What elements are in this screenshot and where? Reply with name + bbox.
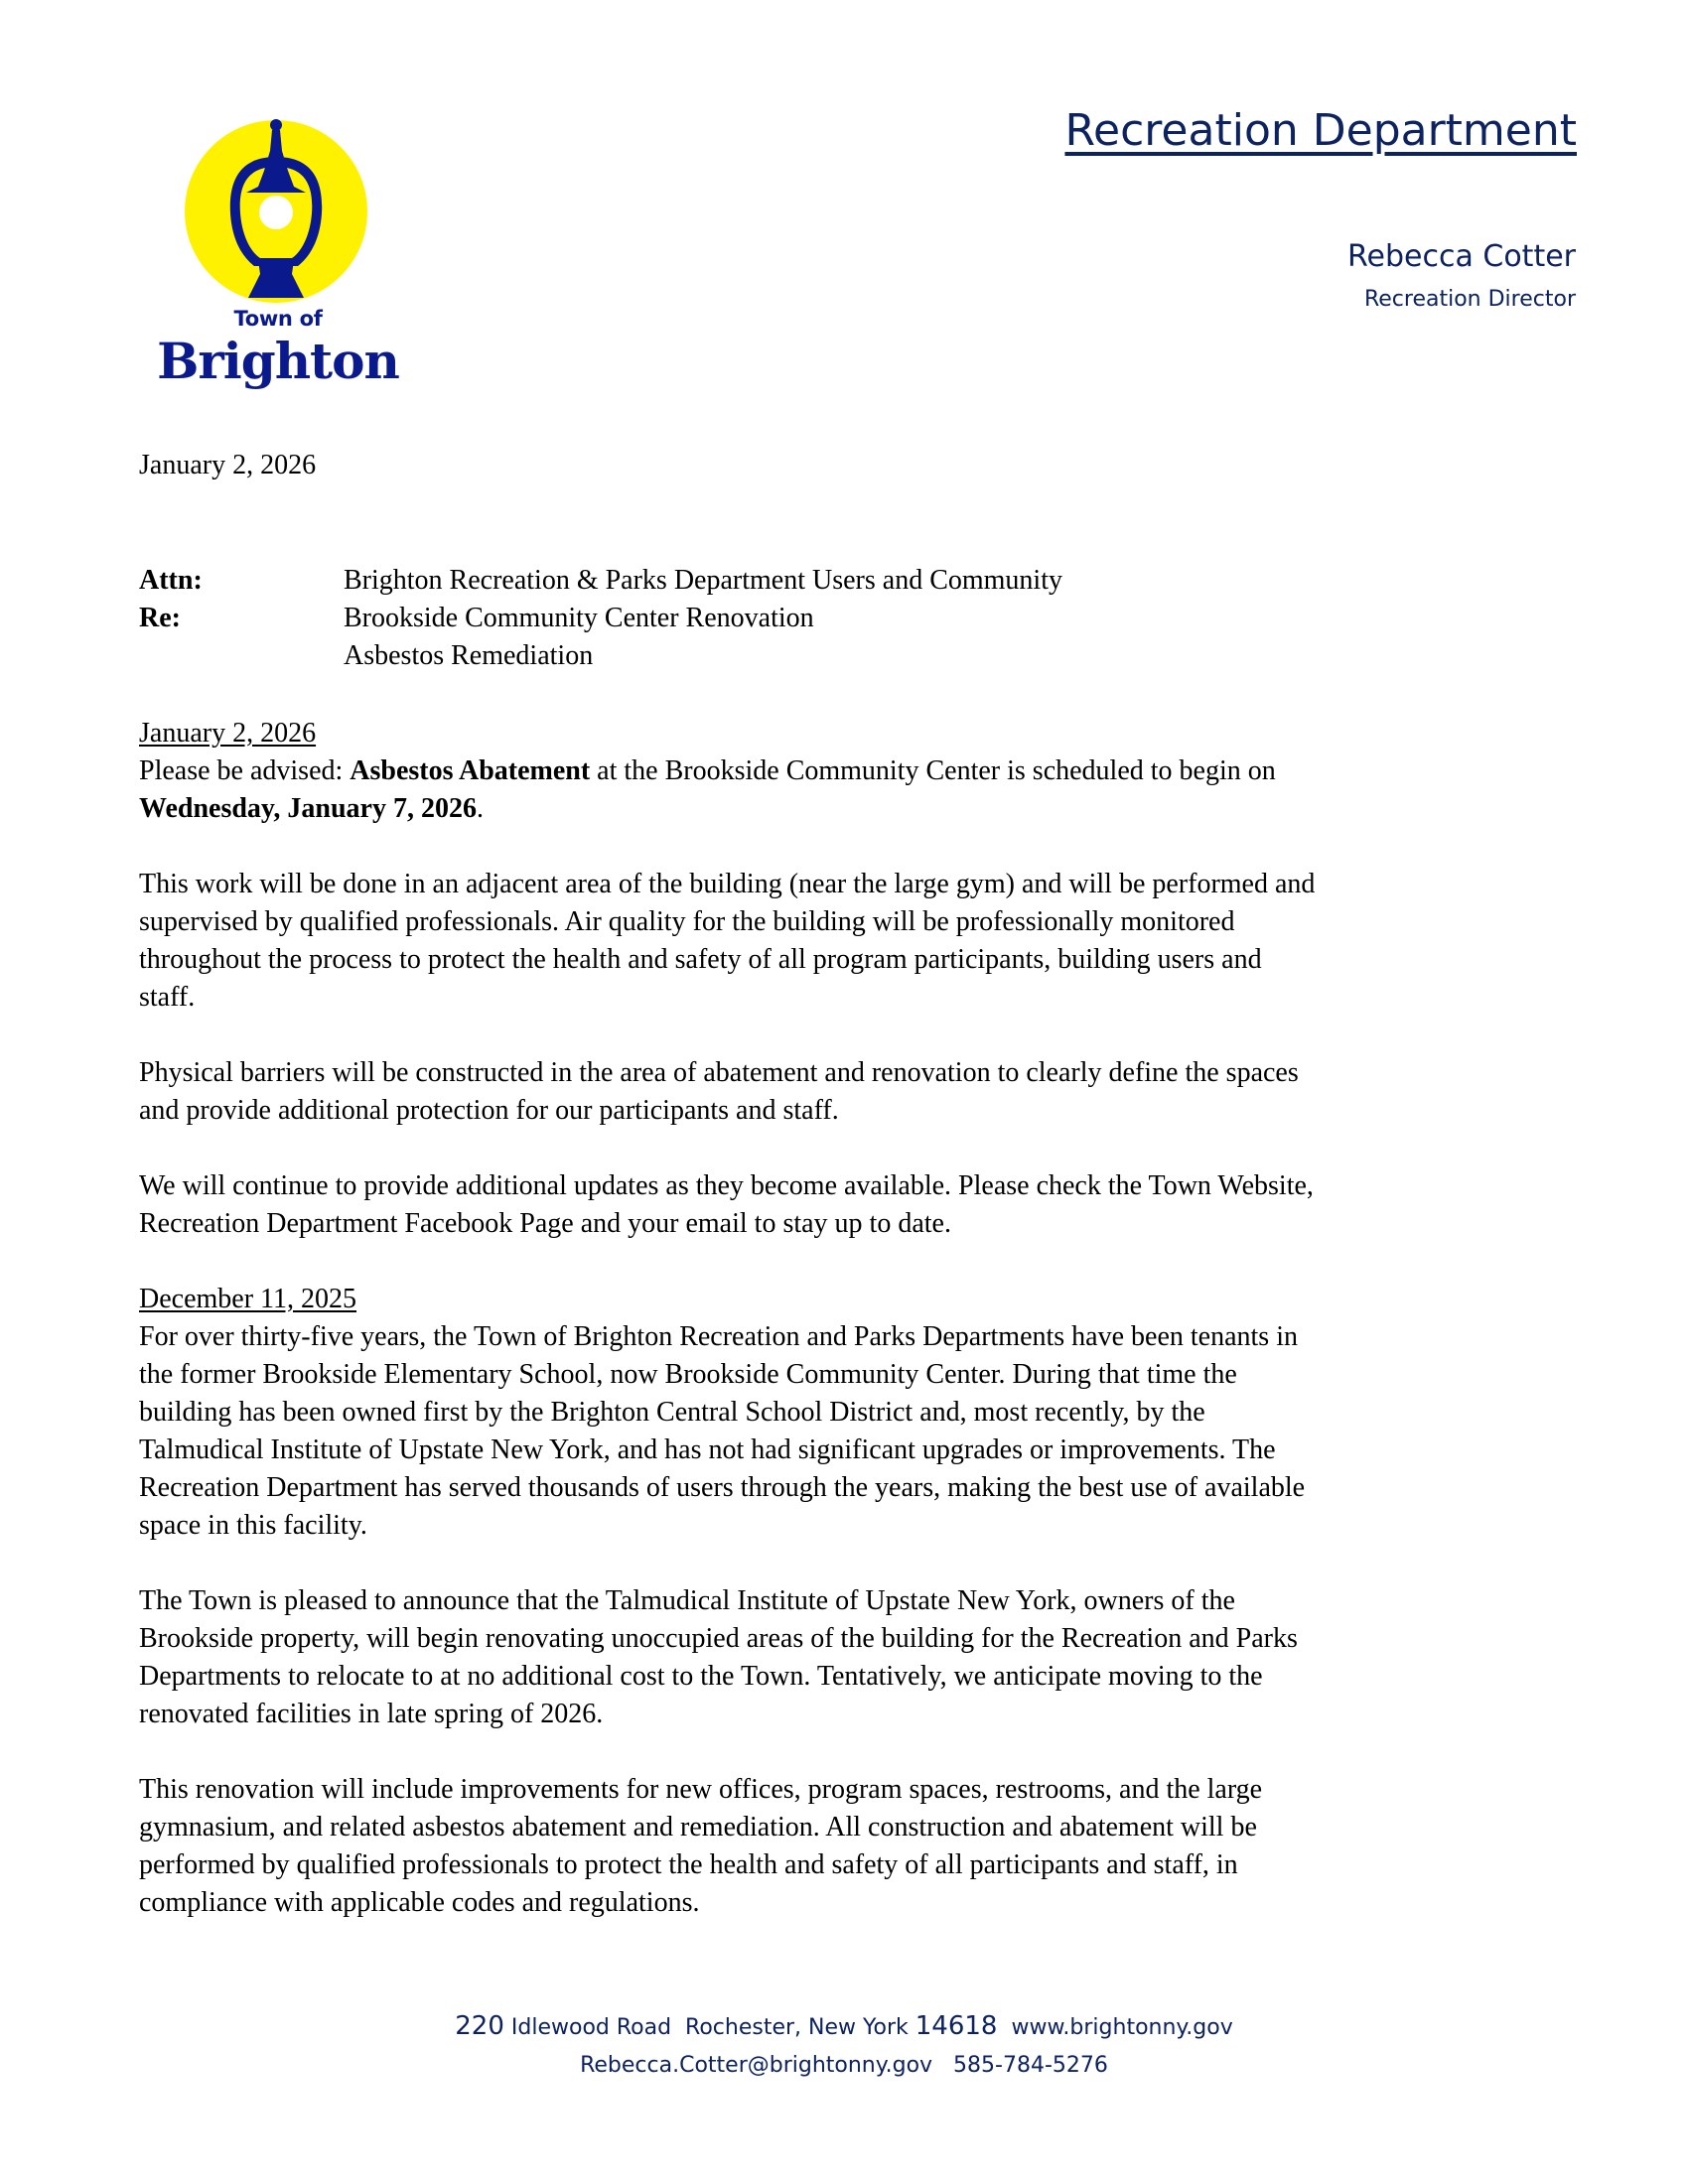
director-name: Rebecca Cotter xyxy=(1347,239,1576,274)
paragraph-line: Wednesday, January 7, 2026. xyxy=(139,793,484,824)
department-title: Recreation Department xyxy=(1064,105,1577,156)
logo-brighton: Brighton xyxy=(157,332,399,390)
phone-number: 585-784-5276 xyxy=(932,2053,1108,2078)
paragraph-line: space in this facility. xyxy=(139,1510,367,1541)
update-date: January 2, 2026 xyxy=(139,718,317,749)
paragraph-line: Recreation Department has served thousands of users through the years, making the best use of available xyxy=(139,1472,1306,1503)
attn-row xyxy=(139,562,1062,600)
paragraph-line: renovated facilities in late spring of 2026. xyxy=(139,1699,604,1729)
re-label: Re: xyxy=(139,603,181,633)
paragraph-line: Please be advised: Asbestos Abatement at the Brookside Community Center is scheduled to begin on xyxy=(139,755,1276,786)
paragraph-line: compliance with applicable codes and regulations. xyxy=(139,1887,700,1918)
paragraph-line: Recreation Department Facebook Page and your email to stay up to date. xyxy=(139,1208,951,1239)
re-value-line: Brookside Community Center Renovation xyxy=(344,603,814,633)
update-date: December 11, 2025 xyxy=(139,1284,356,1314)
paragraph-line: the former Brookside Elementary School, now Brookside Community Center. During that time the xyxy=(139,1359,1237,1390)
email-link[interactable]: Rebecca.Cotter@brightonny.gov xyxy=(580,2053,933,2078)
attn-value: Brighton Recreation & Parks Department Users and Community xyxy=(344,565,1062,596)
director-title: Recreation Director xyxy=(1363,287,1576,312)
paragraph-line: Departments to relocate to at no additional cost to the Town. Tentatively, we anticipate moving to the xyxy=(139,1661,1263,1692)
letter-body xyxy=(139,715,1315,1922)
paragraph-line: supervised by qualified professionals. Air quality for the building will be professionally monitored xyxy=(139,906,1235,937)
re-row-continued xyxy=(139,637,1062,675)
paragraph-line: The Town is pleased to announce that the Talmudical Institute of Upstate New York, owners of the xyxy=(139,1585,1235,1616)
street-number: 220 xyxy=(455,2011,504,2041)
paragraph-line: performed by qualified professionals to protect the health and safety of all participants and staff, in xyxy=(139,1849,1238,1880)
bold-date: Wednesday, January 7, 2026 xyxy=(139,793,477,824)
paragraph-line: throughout the process to protect the health and safety of all program participants, building users and xyxy=(139,944,1262,975)
paragraph-line: building has been owned first by the Brighton Central School District and, most recently, by the xyxy=(139,1397,1205,1428)
street-address: Idlewood Road Rochester, New York xyxy=(503,2015,915,2040)
paragraph-line: Brookside property, will begin renovating unoccupied areas of the building for the Recreation and Parks xyxy=(139,1623,1298,1654)
addressee-block xyxy=(139,562,1062,675)
paragraph-line: staff. xyxy=(139,982,196,1013)
re-row xyxy=(139,600,1062,637)
paragraph-line: This renovation will include improvements for new offices, program spaces, restrooms, and the large xyxy=(139,1774,1263,1805)
footer-address-line xyxy=(0,2007,1688,2047)
attn-label: Attn: xyxy=(139,565,203,596)
paragraph-line: Talmudical Institute of Upstate New York, and has not had significant upgrades or improvements. The xyxy=(139,1434,1276,1465)
paragraph-line: This work will be done in an adjacent area of the building (near the large gym) and will be performed and xyxy=(139,869,1316,899)
paragraph-line: We will continue to provide additional updates as they become available. Please check the Town Website, xyxy=(139,1170,1314,1201)
re-value-line: Asbestos Remediation xyxy=(344,640,594,671)
logo-town-of: Town of xyxy=(233,307,323,331)
website-link[interactable]: www.brightonny.gov xyxy=(997,2015,1233,2040)
paragraph-line: Physical barriers will be constructed in the area of abatement and renovation to clearly define the spaces xyxy=(139,1057,1299,1088)
paragraph-line: and provide additional protection for our participants and staff. xyxy=(139,1095,839,1126)
paragraph-line: gymnasium, and related asbestos abatement and remediation. All construction and abatement will be xyxy=(139,1812,1257,1843)
bold-phrase: Asbestos Abatement xyxy=(350,755,591,786)
zip-code: 14618 xyxy=(914,2011,998,2041)
lamp-post-icon xyxy=(167,109,395,308)
footer xyxy=(0,2007,1688,2085)
footer-contact-line xyxy=(0,2047,1688,2085)
letter-date: January 2, 2026 xyxy=(139,450,317,480)
paragraph-line: For over thirty-five years, the Town of Brighton Recreation and Parks Departments have been tenants in xyxy=(139,1321,1298,1352)
